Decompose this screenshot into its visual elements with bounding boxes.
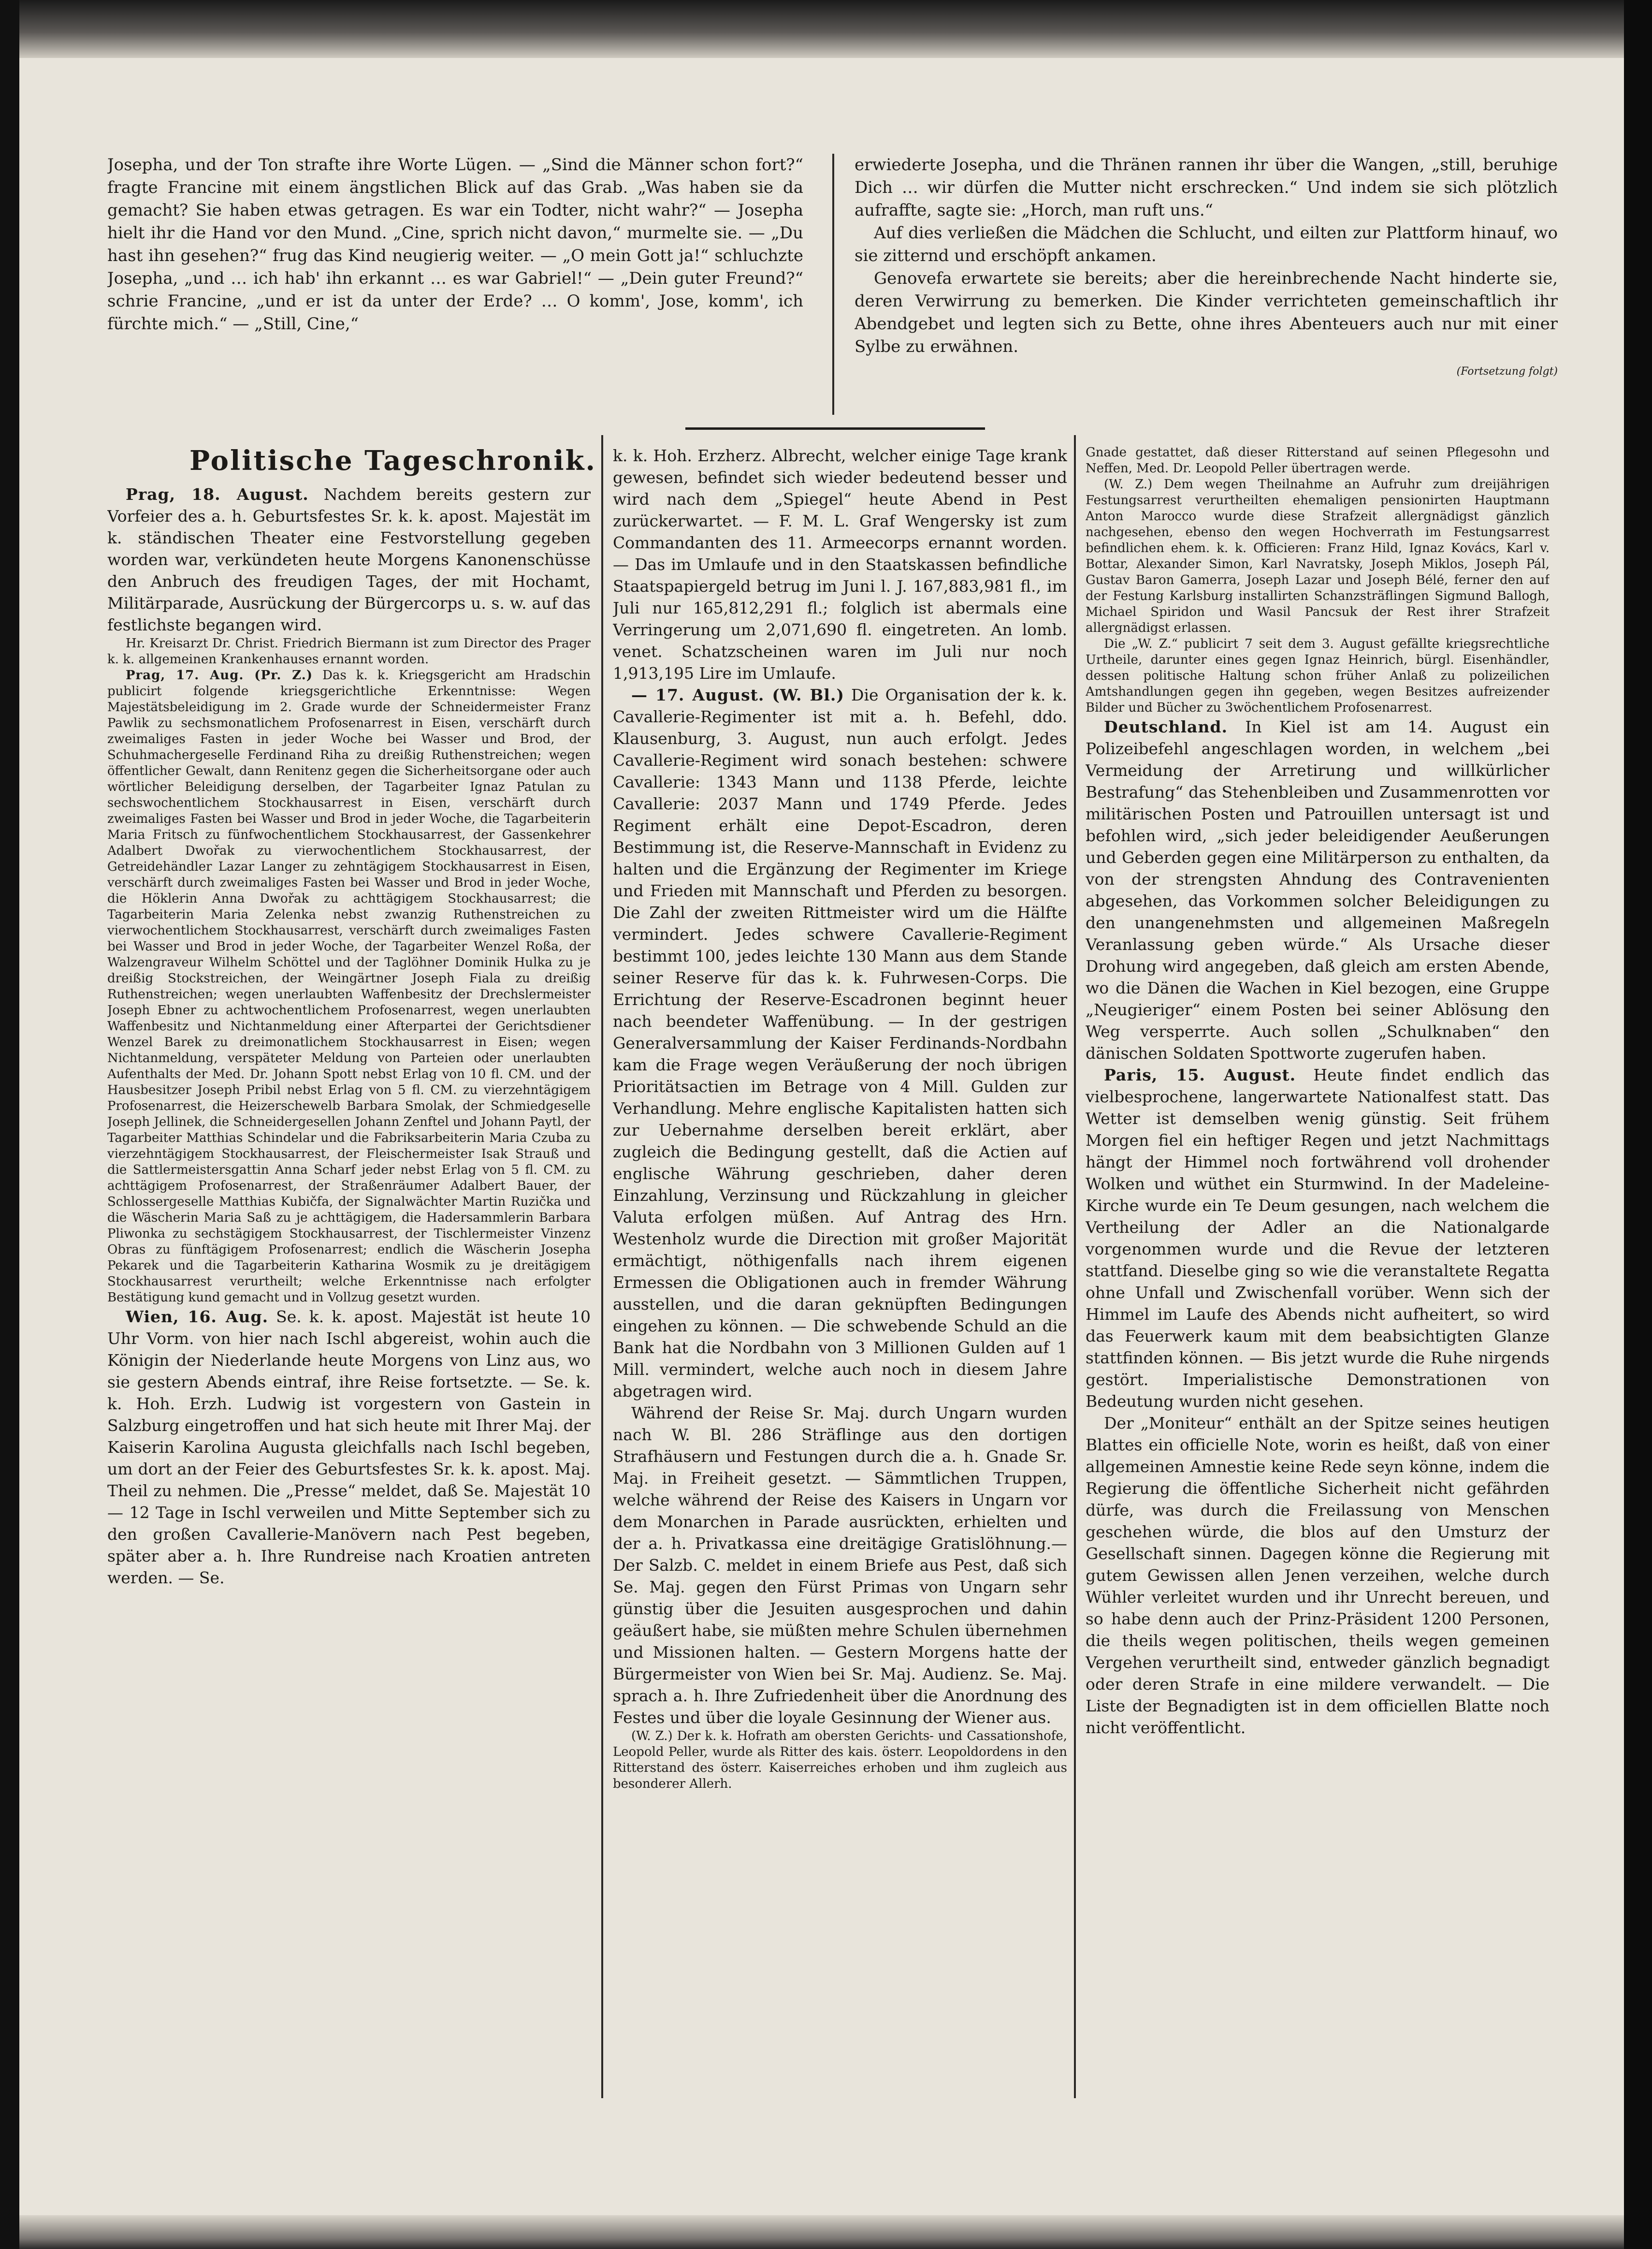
news-column-1: [107, 483, 591, 2093]
serial-paragraph: Genovefa erwartete sie bereits; aber die hereinbrechende Nacht hinderte sie, deren Verwirrung zu bemerken. Die Kinder verrichteten gemeinschaftlich ihr Abendgebet und legten sich zu Bette, ohne ihres Abenteuers auch nur mit einer Sylbe zu erwähnen.: [855, 269, 1558, 356]
scan-edge-bottom: [19, 2215, 1624, 2249]
article-text: Se. k. k. apost. Majestät ist heute 10 Uhr Vorm. von hier nach Ischl abgereist, wohin auch die Königin der Niederlande heute Morgens von Linz aus, wo sie gestern Abends eintraf, ihre Reise fortsetzte. — Se. k. k. Hoh. Erzh. Ludwig ist vorgestern von Gastein in Salzburg eingetroffen und hat sich heute mit Ihrer Maj. der Kaiserin Karolina Augusta gleichfalls nach Ischl begeben, um dort an der Feier des Geburtsfestes Sr. k. k. apost. Maj. Theil zu nehmen. Die „Presse“ meldet, daß Se. Majestät 10 — 12 Tage in Ischl verweilen und Mitte September sich zu den großen Cavallerie-Manövern nach Pest begeben, später aber a. h. Ihre Rundreise nach Kroatien antreten werden. — Se.: [107, 1307, 591, 1587]
continuation-note: (Fortsetzung folgt): [1456, 365, 1558, 378]
article-note: (W. Z.) Dem wegen Theilnahme an Aufruhr zum dreijährigen Festungsarrest verurtheilten ehemaligen pensionirten Hauptmann Anton Marocco wurde diese Strafzeit allergnädigst gänzlich nachgesehen, ebenso den wegen Hochverrath im Festungsarrest befindlichen ehem. k. k. Officieren: Franz Hild, Ignaz Kovács, Karl v. Bottar, Alexander Simon, Karl Navratsky, Joseph Miklos, Joseph Pál, Gustav Baron Gamerra, Joseph Lazar und Joseph Bélé, ferner den auf der Festung Karlsburg installirten Schanzsträflingen Sigmund Ballogh, Michael Spiridon und Wasil Pancsuk der Rest ihrer Strafzeit allergnädigst erlassen.: [1086, 477, 1550, 635]
article-text: In Kiel ist am 14. August ein Polizeibefehl angeschlagen worden, in welchem „bei Vermeidung der Arretirung und willkürlicher Bestrafung“ das Stehenbleiben und Zusammenrotten vor militärischen Posten und Patrouillen untersagt ist und befohlen wird, „sich jeder beleidigender Aeußerungen und Geberden gegen eine Militärperson zu enthalten, da von der strengsten Ahndung des Contravenienten abgesehen, das Vorkommen solcher Beleidigungen zu den unangenehmsten und allgemeinen Maßregeln Veranlassung geben würde.“ Als Ursache dieser Drohung wird angegeben, daß gleich am ersten Abende, wo die Dänen die Wachen in Kiel bezogen, eine Gruppe „Neugieriger“ einem Posten bei seiner Ablösung den Weg versperrte. Auch sollen „Schulknaben“ den dänischen Soldaten Spottworte zugerufen haben.: [1086, 717, 1550, 1063]
serial-text-left: Josepha, und der Ton strafte ihre Worte Lügen. — „Sind die Männer schon fort?“ fragte Francine mit einem ängstlichen Blick auf das Grab. „Was haben sie da gemacht? Sie haben etwas getragen. Es war ein Todter, nicht wahr?“ — Josepha hielt ihr die Hand vor den Mund. „Cine, sprich nicht davon,“ murmelte sie. — „Du hast ihn gesehen?“ frug das Kind neugierig weiter. — „O mein Gott ja!“ schluchzte Josepha, „und … ich hab' ihn erkannt … es war Gabriel!“ — „Dein guter Freund?“ schrie Francine, „und er ist da unter der Erde? … O komm', Jose, komm', ich fürchte mich.“ — „Still, Cine,“: [107, 155, 803, 334]
serial-column-right: [855, 154, 1558, 424]
serial-column-left: [107, 154, 803, 424]
column-divider: [601, 435, 603, 2098]
dateline: — 17. August. (W. Bl.): [631, 686, 844, 704]
article-text: Die Organisation der k. k. Cavallerie-Regimenter ist mit a. h. Befehl, ddo. Klausenburg, 3. August, nun auch erfolgt. Jedes Cavallerie-Regiment wird sonach bestehen: schwere Cavallerie: 1343 Mann und 1138 Pferde, leichte Cavallerie: 2037 Mann und 1749 Pferde. Jedes Regiment erhält eine Depot-Escadron, deren Bestimmung ist, die Reserve-Mannschaft in Evidenz zu halten und die Ergänzung der Regimenter im Kriege und Frieden mit Mannschaft und Pferden zu besorgen. Die Zahl der zweiten Rittmeister wird um die Hälfte vermindert. Jedes schwere Cavallerie-Regiment bestimmt 100, jedes leichte 130 Mann aus dem Stande seiner Reserve für das k. k. Fuhrwesen-Corps. Die Errichtung der Reserve-Escadronen beginnt heuer nach beendeter Waffenübung. — In der gestrigen Generalversammlung der Kaiser Ferdinands-Nordbahn kam die Frage wegen Veräußerung der noch übrigen Prioritätsactien im Betrage von 4 Mill. Gulden zur Verhandlung. Mehre englische Kapitalisten hatten sich zur Uebernahme derselben bereit erklärt, aber zugleich die Bedingung gestellt, daß die Actien auf englische Währung geschrieben, daher deren Einzahlung, Verzinsung und Rückzahlung in gleicher Valuta erfolgen müßen. Auf Antrag des Hrn. Westenholz wurde die Direction mit großer Majorität ermächtigt, nöthigenfalls nach ihrem eigenen Ermessen die Obligationen auch in fremder Währung ausstellen, und die daran geknüpften Bedingungen eingehen zu können. — Die schwebende Schuld an die Bank hat die Nordbahn von 3 Millionen Gulden auf 1 Mill. vermindert, welche auch noch in diesem Jahre abgetragen wird.: [613, 686, 1067, 1401]
scan-edge-right: [1624, 0, 1652, 2249]
section-separator: [685, 427, 985, 430]
article-text: Der „Moniteur“ enthält an der Spitze seines heutigen Blattes ein officielle Note, worin es heißt, daß von einer allgemeinen Amnestie keine Rede seyn könne, indem die Regierung die öffentliche Sicherheit nicht gefährden dürfe, was durch die Freilassung von Menschen geschehen würde, die blos auf den Umsturz der Gesellschaft sinnen. Dagegen könne die Regierung mit gutem Gewissen allen Jenen verzeihen, welche durch Wühler verleitet wurden und ihr Unrecht bereuen, und so habe denn auch der Prinz-Präsident 1200 Personen, die theils wegen politischen, theils wegen gemeinen Vergehen verurtheilt sind, entweder gänzlich begnadigt oder deren Strafe in eine mildere verwandelt. — Die Liste der Begnadigten ist in dem officiellen Blatte noch nicht veröffentlicht.: [1086, 1414, 1550, 1737]
article-text: k. k. Hoh. Erzherz. Albrecht, welcher einige Tage krank gewesen, befindet sich wieder bedeutend besser und wird nach dem „Spiegel“ heute Abend in Pest zurückerwartet. — F. M. L. Graf Wengersky ist zum Commandanten des 11. Armeecorps ernannt worden. — Das im Umlaufe und in den Staatskassen befindliche Staatspapiergeld betrug im Juni l. J. 167,883,981 fl., im Juli nur 165,812,291 fl.; folglich ist abermals eine Verringerung um 2,071,690 fl. eingetreten. An lomb. venet. Schatzscheinen waren im Juli nur noch 1,913,195 Lire im Umlaufe.: [613, 446, 1067, 683]
article-note: Die „W. Z.“ publicirt 7 seit dem 3. August gefällte kriegsrechtliche Urtheile, darunter eines gegen Ignaz Heinrich, bürgl. Eisenhändler, dessen politische Haltung schon früher Anlaß zu polizeilichen Amtshandlungen gegen ihn gegeben, wegen Besitzes aufreizender Bilder und Bücher zu 3wöchentlichem Profosenarrest.: [1086, 637, 1550, 715]
news-column-3: [1086, 445, 1550, 2093]
dateline: Paris, 15. August.: [1104, 1066, 1296, 1084]
dateline: Wien, 16. Aug.: [126, 1307, 269, 1326]
dateline: Deutschland.: [1104, 717, 1228, 736]
article-note: Hr. Kreisarzt Dr. Christ. Friedrich Biermann ist zum Director des Prager k. k. allgemeinen Krankenhauses ernannt worden.: [107, 636, 591, 667]
article-text: Das k. k. Kriegsgericht am Hradschin publicirt folgende kriegsgerichtliche Erkenntnisse: Wegen Majestätsbeleidigung im 2. Grade wurde der Schneidermeister Franz Pawlik zu sechsmonatlichem Profosenarrest in Eisen, verschärft durch zweimaliges Fasten in jeder Woche bei Wasser und Brod, der Schuhmachergeselle Ferdinand Riha zu dreißig Ruthenstreichen; wegen öffentlicher Gewalt, dann Renitenz gegen die Sicherheitsorgane oder auch wörtlicher Beleidigung derselben, der Tagarbeiter Ignaz Patulan zu sechswochentlichem Stockhausarrest in Eisen, verschärft durch zweimaliges Fasten bei Wasser und Brod in jeder Woche, die Tagarbeiterin Maria Fritsch zu fünfwochentlichem Stockhausarrest, der Gassenkehrer Adalbert Dwořak zu vierwochentlichem Stockhausarrest, der Getreidehändler Lazar Langer zu zehntägigem Stockhausarrest in Eisen, verschärft durch zweimaliges Fasten bei Wasser und Brod in jeder Woche, die Höklerin Anna Dwořak zu achttägigem Stockhausarrest; die Tagarbeiterin Maria Zelenka nebst zwanzig Ruthenstreichen zu vierwochentlichem Stockhausarrest, verschärft durch zweimaliges Fasten bei Wasser und Brod in jeder Woche, der Tagarbeiter Wenzel Roßa, der Walzengraveur Wilhelm Schöttel und der Taglöhner Dominik Hulka zu je dreißig Stockstreichen, der Weingärtner Joseph Fiala zu dreißig Ruthenstreichen; wegen unerlaubten Waffenbesitz der Drechslermeister Joseph Ebner zu achtwochentlichem Profosenarrest, wegen unerlaubten Waffenbesitz und Nichtanmeldung einer Afterpartei der Gerichtsdiener Wenzel Barek zu dreimonatlichem Stockhausarrest in Eisen; wegen Nichtanmeldung, verspäteter Meldung von Parteien oder unerlaubten Aufenthalts der Med. Dr. Johann Spott nebst Erlag von 10 fl. CM. und der Hausbesitzer Joseph Pribil nebst Erlag von 5 fl. CM. zu vierzehntägigem Profosenarrest, die Heizerschewelb Barbara Smolak, der Schmiedgeselle Joseph Jellinek, die Schneidergesellen Johann Zenftel und Johann Paytl, der Tagarbeiter Matthias Schindelar und die Fabriksarbeiterin Maria Czuba zu vierzehntägigem Stockhausarrest, der Fleischermeister Isak Strauß und die Sattlermeistersgattin Anna Scharf jeder nebst Erlag von 5 fl. CM. zu achttägigem Profosenarrest, der Straßenräumer Adalbert Bauer, der Schlossergeselle Matthias Kubičfa, der Signalwächter Martin Ruzička und die Wäscherin Maria Saß zu je achttägigem, die Hadersammlerin Barbara Pliwonka zu sechstägigem Stockhausarrest, der Tischlermeister Vinzenz Obras zu fünftägigem Profosenarrest; endlich die Wäscherin Josepha Pekarek und die Tagarbeiterin Katharina Wosmik zu je dreitägigem Stockhausarrest verurtheilt; welche Erkenntnisse nach erfolgter Bestätigung kund gemacht und in Vollzug gesetzt wurden.: [107, 668, 591, 1305]
article-note: (W. Z.) Der k. k. Hofrath am obersten Gerichts- und Cassationshofe, Leopold Peller, wurde als Ritter des kais. österr. Leopoldordens in den Ritterstand des österr. Kaiserreiches erhoben und ihm zugleich aus besonderer Allerh.: [613, 1729, 1067, 1791]
section-heading: Politische Tageschronik.: [189, 445, 596, 477]
serial-column-divider: [832, 154, 834, 415]
article-text: Während der Reise Sr. Maj. durch Ungarn wurden nach W. Bl. 286 Sträflinge aus den dortigen Strafhäusern und Festungen durch die a. h. Gnade Sr. Maj. in Freiheit gesetzt. — Sämmtlichen Truppen, welche während der Reise des Kaisers in Ungarn vor dem Monarchen in Parade ausrückten, erhielten und der a. h. Privatkassa eine dreitägige Gratislöhnung.—Der Salzb. C. meldet in einem Briefe aus Pest, daß sich Se. Maj. gegen den Fürst Primas von Ungarn sehr günstig über die Jesuiten ausgesprochen und dahin geäußert habe, sie müßten mehre Schulen übernehmen und Missionen halten. — Gestern Morgens hatte der Bürgermeister von Wien bei Sr. Maj. Audienz. Se. Maj. sprach a. h. Ihre Zufriedenheit über die Anordnung des Festes und über die loyale Gesinnung der Wiener aus.: [613, 1403, 1067, 1727]
dateline: Prag, 17. Aug. (Pr. Z.): [126, 668, 313, 683]
scan-edge-top: [19, 0, 1624, 58]
article-note: Gnade gestattet, daß dieser Ritterstand auf seinen Pflegesohn und Neffen, Med. Dr. Leopold Peller übertragen werde.: [1086, 445, 1550, 476]
column-divider: [1074, 435, 1076, 2098]
article-text: Heute findet endlich das vielbesprochene, langerwartete Nationalfest statt. Das Wetter ist demselben wenig günstig. Seit frühem Morgen fiel ein heftiger Regen und jetzt Nachmittags hängt der Himmel noch fortwährend voll drohender Wolken und wüthet ein Sturmwind. In der Madeleine-Kirche wurde ein Te Deum gesungen, nach welchem die Vertheilung der Adler an die Nationalgarde vorgenommen wurde und die Revue der letzteren stattfand. Dieselbe ging so wie die veranstaltete Regatta ohne Unfall und Zwischenfall vorüber. Wenn sich der Himmel im Laufe des Abends nicht aufheitert, so wird das Feuerwerk kaum mit dem beabsichtigten Glanze stattfinden können. — Bis jetzt wurde die Ruhe nirgends gestört. Imperialistische Demonstrationen von Bedeutung wurden nicht gesehen.: [1086, 1066, 1550, 1411]
scan-edge-left: [0, 0, 19, 2249]
news-column-2: [613, 445, 1067, 2093]
article-text: Nachdem bereits gestern zur Vorfeier des a. h. Geburtsfestes Sr. k. k. apost. Majestät im k. ständischen Theater eine Festvorstellung gegeben worden war, verkündeten heute Morgens Kanonenschüsse den Anbruch des freudigen Tages, der mit Hochamt, Militärparade, Ausrückung der Bürgercorps u. s. w. auf das festlichste begangen wird.: [107, 485, 591, 634]
serial-paragraph: erwiederte Josepha, und die Thränen rannen ihr über die Wangen, „still, beruhige Dich … wir dürfen die Mutter nicht erschrecken.“ Und indem sie sich plötzlich aufraffte, sagte sie: „Horch, man ruft uns.“: [855, 155, 1558, 220]
serial-paragraph: Auf dies verließen die Mädchen die Schlucht, und eilten zur Plattform hinauf, wo sie zitternd und erschöpft ankamen.: [855, 223, 1558, 265]
dateline: Prag, 18. August.: [126, 485, 309, 504]
